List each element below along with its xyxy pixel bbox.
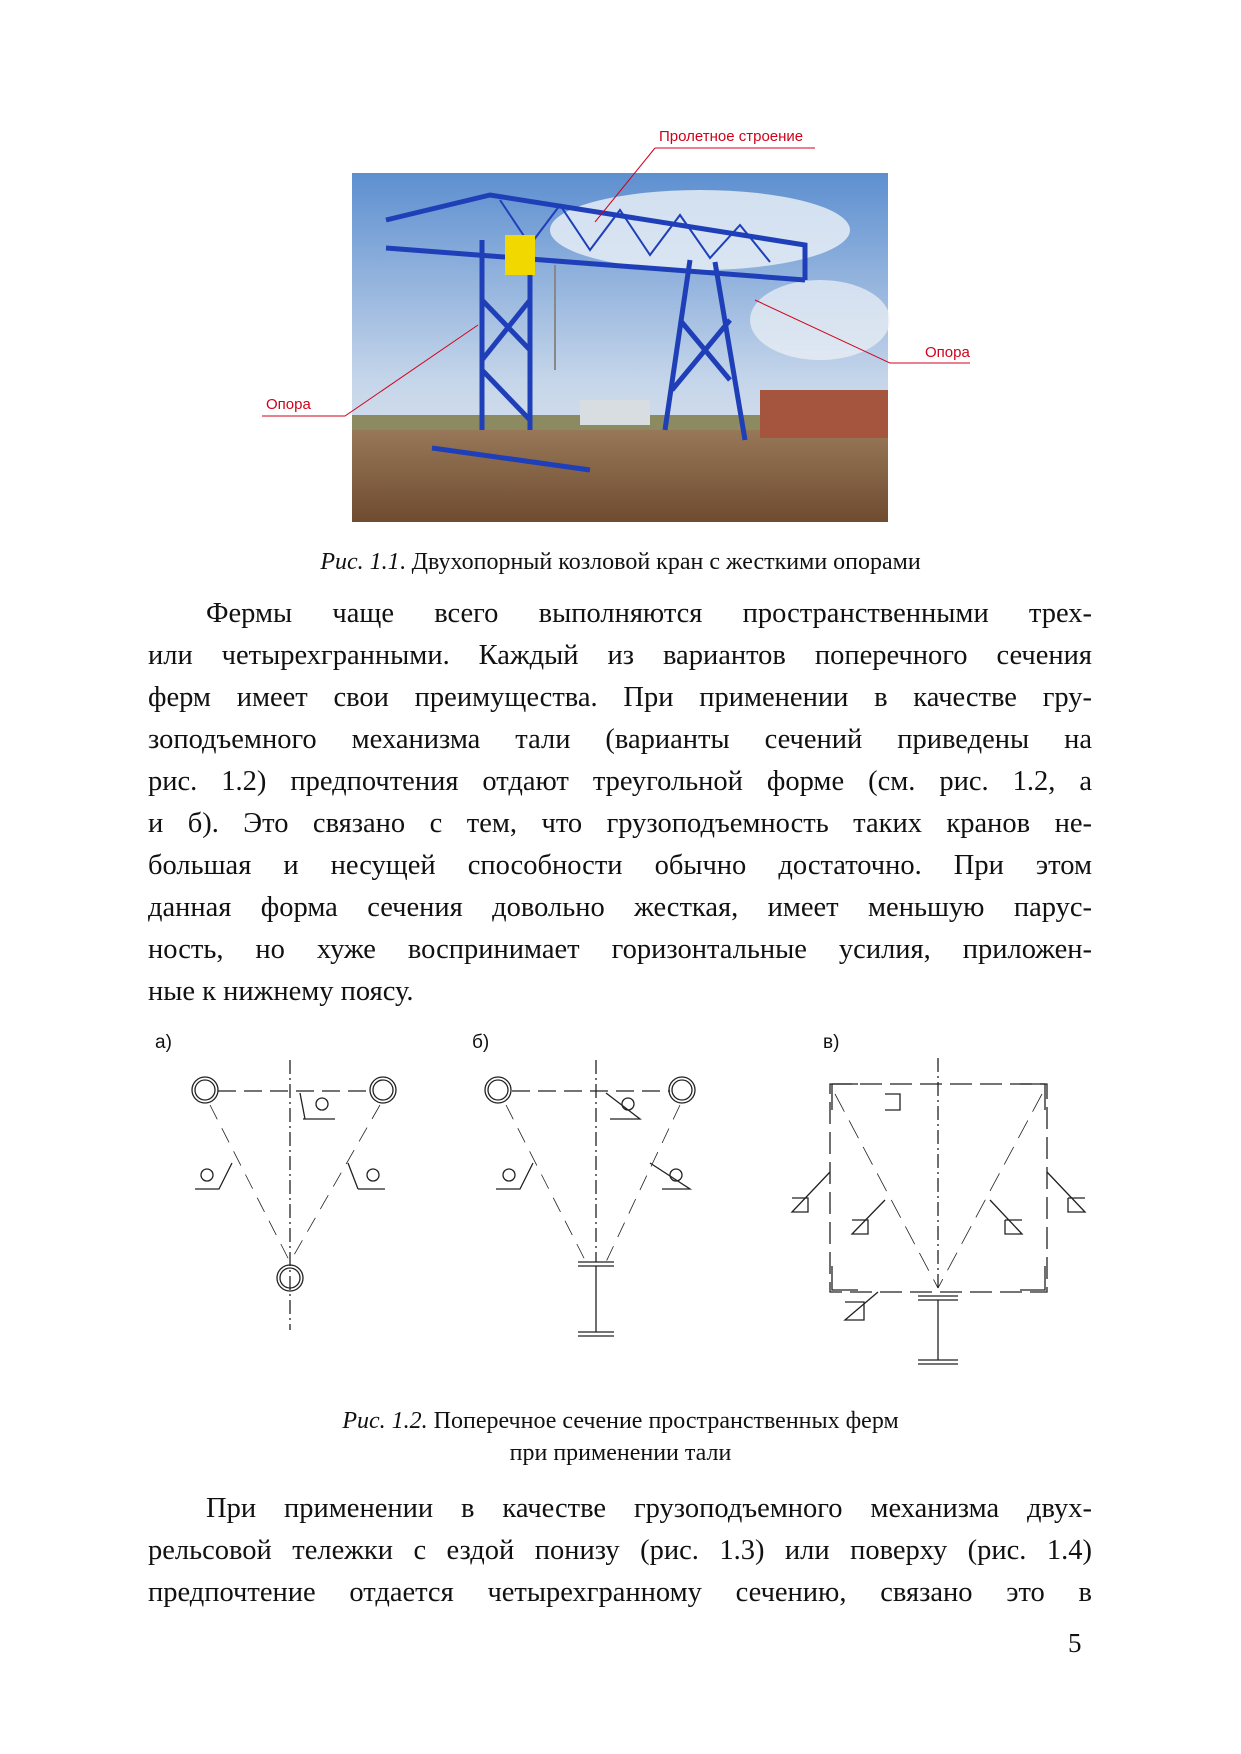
caption-text: Поперечное сечение пространственных ферм bbox=[427, 1408, 899, 1434]
text-line: При применении в качестве грузоподъемного механизма двух- bbox=[206, 1493, 1092, 1524]
text-line: ферм имеет свои преимущества. При применении в качестве гру- bbox=[148, 682, 1092, 713]
label-span-structure: Пролетное строение bbox=[659, 128, 804, 145]
figure-2-caption-line-2: при применении тали bbox=[509, 1440, 732, 1466]
diagram-a-label: а) bbox=[155, 1032, 172, 1053]
section-a bbox=[192, 1060, 396, 1330]
text-line: рис. 1.2) предпочтения отдают треугольной форме (см. рис. 1.2, а bbox=[148, 766, 1092, 797]
text-line: данная форма сечения довольно жесткая, имеет меньшую парус- bbox=[148, 892, 1092, 923]
diagram-c-label: в) bbox=[823, 1032, 840, 1053]
text-line: предпочтение отдается четырехгранному сечению, связано это в bbox=[148, 1577, 1092, 1608]
section-c bbox=[792, 1058, 1085, 1364]
page-number: 5 bbox=[1068, 1628, 1082, 1658]
caption-number: Рис. 1.2. bbox=[342, 1408, 428, 1434]
text-line: Фермы чаще всего выполняются пространственными трех- bbox=[206, 598, 1092, 629]
figure-2-caption-line-1 bbox=[0, 1408, 1241, 1435]
text-line: и б). Это связано с тем, что грузоподъемность таких кранов не- bbox=[148, 808, 1092, 839]
text-line: большая и несущей способности обычно достаточно. При этом bbox=[148, 850, 1092, 881]
text-line: или четырехгранными. Каждый из вариантов поперечного сечения bbox=[148, 640, 1092, 671]
text-line: зоподъемного механизма тали (варианты сечений приведены на bbox=[148, 724, 1092, 755]
caption-text: . Двухопорный козловой кран с жесткими опорами bbox=[399, 549, 921, 575]
section-b bbox=[485, 1060, 695, 1336]
text-line: ные к нижнему поясу. bbox=[148, 976, 414, 1007]
label-support-right: Опора bbox=[925, 344, 970, 361]
text-line: ность, но хуже воспринимает горизонтальные усилия, приложен- bbox=[148, 934, 1092, 965]
caption-number: Рис. 1.1 bbox=[320, 549, 400, 575]
text-line: рельсовой тележки с ездой понизу (рис. 1.3) или поверху (рис. 1.4) bbox=[148, 1535, 1092, 1566]
label-support-left: Опора bbox=[266, 396, 311, 413]
diagram-b-label: б) bbox=[472, 1032, 490, 1053]
paragraph-2 bbox=[148, 1488, 1092, 1614]
